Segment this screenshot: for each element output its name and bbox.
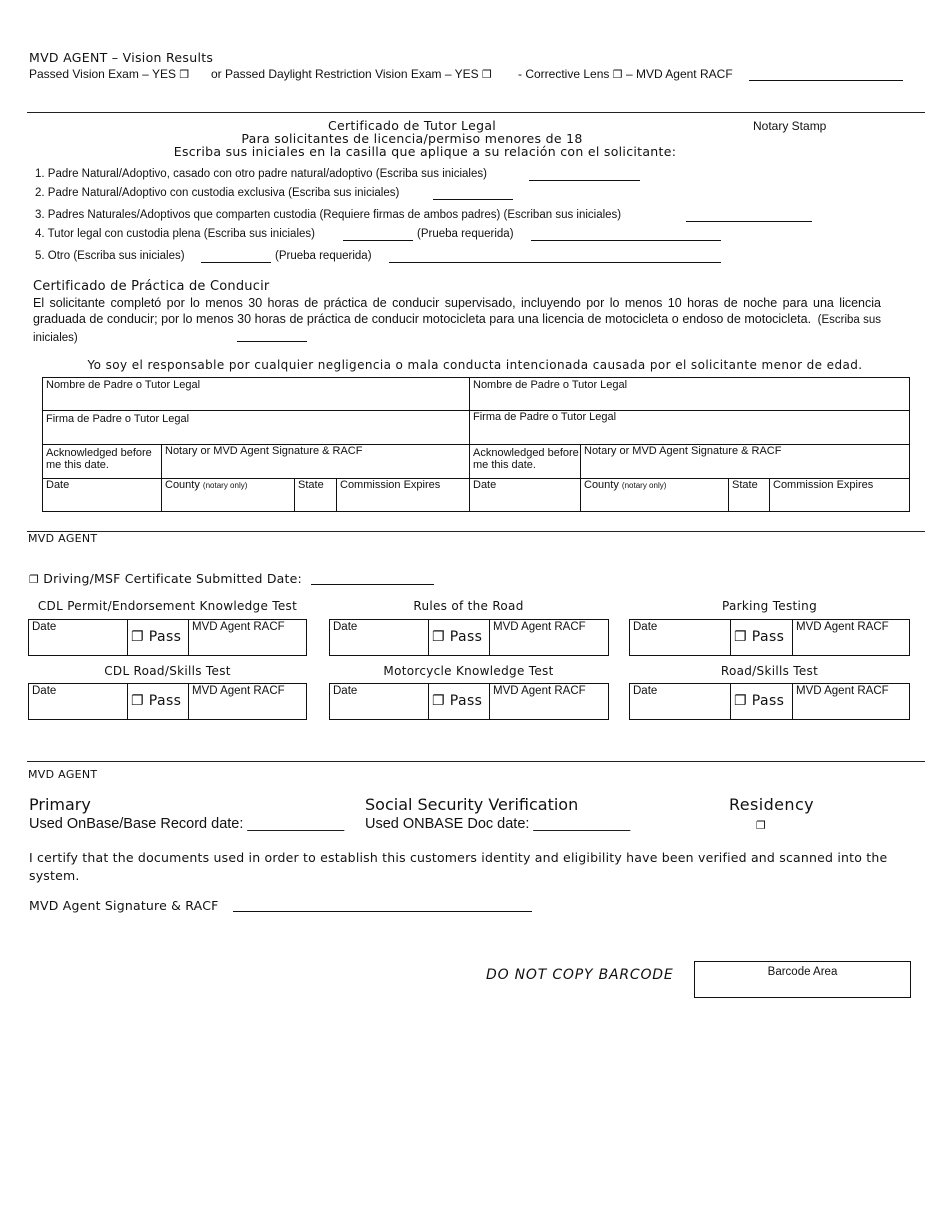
mvd-agent-header-2: MVD AGENT bbox=[28, 768, 98, 781]
vision-corrective-lens: - Corrective Lens ❐ – MVD Agent RACF bbox=[518, 67, 733, 81]
driving-msf-date-line[interactable] bbox=[311, 584, 434, 585]
parent-name-field-2[interactable]: Nombre de Padre o Tutor Legal bbox=[469, 378, 910, 411]
option-4-proof-line[interactable] bbox=[531, 240, 721, 241]
pass-checkbox[interactable]: ❐ Pass bbox=[734, 629, 785, 645]
option-2-initials-line[interactable] bbox=[433, 199, 513, 200]
do-not-copy-barcode: DO NOT COPY BARCODE bbox=[486, 967, 674, 983]
mvd-signature-label: MVD Agent Signature & RACF bbox=[29, 898, 219, 913]
acknowledged-label-2: Acknowledged before me this date. bbox=[469, 444, 581, 479]
vision-daylight: or Passed Daylight Restriction Vision Exam – YES ❐ bbox=[211, 67, 492, 81]
option-4-proof-label: (Prueba requerida) bbox=[417, 228, 514, 240]
divider bbox=[27, 761, 925, 762]
guardian-instructions: Escriba sus iniciales en la casilla que aplique a su relación con el solicitante: bbox=[173, 144, 677, 159]
vision-title: MVD AGENT – Vision Results bbox=[29, 50, 214, 65]
notary-signature-field-2[interactable]: Notary or MVD Agent Signature & RACF bbox=[580, 444, 910, 479]
test-box-motorcycle[interactable]: Date ❐ Pass MVD Agent RACF bbox=[329, 683, 609, 720]
commission-expires-field-2[interactable]: Commission Expires bbox=[769, 478, 910, 512]
vision-passed-exam: Passed Vision Exam – YES ❐ bbox=[29, 67, 190, 81]
notary-date-field[interactable]: Date bbox=[43, 478, 162, 512]
notary-stamp-label: Notary Stamp bbox=[753, 119, 827, 133]
notary-date-field-2[interactable]: Date bbox=[469, 478, 581, 512]
state-field[interactable]: State bbox=[294, 478, 337, 512]
option-1-initials-line[interactable] bbox=[529, 180, 640, 181]
test-title-rules-road: Rules of the Road bbox=[413, 599, 524, 613]
primary-heading: Primary bbox=[29, 795, 91, 814]
state-field-2[interactable]: State bbox=[728, 478, 770, 512]
option-5-proof-line[interactable] bbox=[389, 262, 721, 263]
pass-checkbox[interactable]: ❐ Pass bbox=[131, 629, 182, 645]
driving-msf-checkbox[interactable]: ❐ bbox=[29, 573, 40, 586]
mvd-agent-header: MVD AGENT bbox=[28, 532, 98, 545]
test-title-road-skills: Road/Skills Test bbox=[720, 664, 819, 678]
parent-name-field[interactable]: Nombre de Padre o Tutor Legal bbox=[46, 379, 201, 391]
vision-racf-line[interactable] bbox=[749, 80, 903, 81]
divider bbox=[27, 112, 925, 113]
pass-checkbox[interactable]: ❐ Pass bbox=[432, 629, 483, 645]
pass-checkbox[interactable]: ❐ Pass bbox=[432, 693, 483, 709]
ssv-used-onbase: Used ONBASE Doc date: ____________ bbox=[365, 816, 631, 832]
driving-msf-row: ❐ Driving/MSF Certificate Submitted Date: bbox=[29, 571, 302, 586]
barcode-area bbox=[694, 961, 911, 998]
pass-checkbox[interactable]: ❐ Pass bbox=[131, 693, 182, 709]
test-box-rules-road[interactable]: Date ❐ Pass MVD Agent RACF bbox=[329, 619, 609, 656]
corrective-lens-checkbox[interactable]: ❐ bbox=[612, 68, 623, 81]
test-title-cdl-permit: CDL Permit/Endorsement Knowledge Test bbox=[37, 599, 298, 613]
guardian-option-4: 4. Tutor legal con custodia plena (Escriba sus iniciales) bbox=[35, 228, 315, 240]
notary-signature-field[interactable]: Notary or MVD Agent Signature & RACF bbox=[161, 444, 470, 479]
test-box-road-skills[interactable]: Date ❐ Pass MVD Agent RACF bbox=[629, 683, 910, 720]
test-box-cdl-road[interactable]: Date ❐ Pass MVD Agent RACF bbox=[28, 683, 307, 720]
certify-statement: I certify that the documents used in order to establish this customers identity and eligibility have been verified and scanned into the system. bbox=[29, 850, 888, 883]
guardian-title: Certificado de Tutor Legal bbox=[327, 118, 497, 133]
test-box-cdl-permit[interactable]: Date ❐ Pass MVD Agent RACF bbox=[28, 619, 307, 656]
signature-table bbox=[42, 377, 910, 512]
guardian-subtitle: Para solicitantes de licencia/permiso menores de 18 bbox=[241, 131, 583, 146]
guardian-option-3: 3. Padres Naturales/Adoptivos que comparten custodia (Requiere firmas de ambos padres) (Escriban sus iniciales) bbox=[35, 209, 622, 221]
county-field-2[interactable]: County (notary only) bbox=[580, 478, 729, 512]
commission-expires-field[interactable]: Commission Expires bbox=[336, 478, 470, 512]
option-4-initials-line[interactable] bbox=[343, 240, 413, 241]
practice-title: Certificado de Práctica de Conducir bbox=[33, 279, 270, 294]
option-3-initials-line[interactable] bbox=[686, 221, 812, 222]
county-field[interactable]: County (notary only) bbox=[161, 478, 295, 512]
responsibility-statement: Yo soy el responsable por cualquier negligencia o mala conducta intencionada causada por el solicitante menor de edad. bbox=[87, 358, 863, 372]
guardian-option-1: 1. Padre Natural/Adoptivo, casado con otro padre natural/adoptivo (Escriba sus iniciales) bbox=[35, 168, 487, 180]
primary-used-onbase: Used OnBase/Base Record date: ____________ bbox=[29, 816, 345, 832]
practice-text: El solicitante completó por lo menos 30 horas de práctica de conducir supervisado, incluyendo por lo menos 10 horas de noche para una licencia graduada de conducir; por lo menos 30 horas de práctica de conducir motocicleta para una licencia de motocicleta o endoso de motocicleta. (Escriba sus iniciales) bbox=[33, 296, 881, 344]
test-box-parking[interactable]: Date ❐ Pass MVD Agent RACF bbox=[629, 619, 910, 656]
parent-signature-field[interactable]: Firma de Padre o Tutor Legal bbox=[43, 410, 470, 445]
acknowledged-label: Acknowledged before me this date. bbox=[43, 444, 162, 479]
ssv-heading: Social Security Verification bbox=[365, 795, 579, 814]
test-title-motorcycle: Motorcycle Knowledge Test bbox=[383, 664, 554, 678]
option-5-initials-line[interactable] bbox=[201, 262, 271, 263]
parent-signature-field-2[interactable]: Firma de Padre o Tutor Legal bbox=[469, 410, 910, 445]
test-title-parking: Parking Testing bbox=[722, 599, 817, 613]
residency-checkbox[interactable]: ❐ bbox=[756, 819, 766, 832]
test-title-cdl-road: CDL Road/Skills Test bbox=[104, 664, 231, 678]
divider bbox=[27, 531, 925, 532]
pass-checkbox[interactable]: ❐ Pass bbox=[734, 693, 785, 709]
option-5-proof-label: (Prueba requerida) bbox=[275, 250, 372, 262]
practice-initials-line[interactable] bbox=[237, 341, 307, 342]
barcode-area-label: Barcode Area bbox=[767, 966, 838, 978]
mvd-signature-line[interactable] bbox=[233, 911, 532, 912]
vision-yes-checkbox[interactable]: ❐ bbox=[179, 68, 190, 81]
daylight-yes-checkbox[interactable]: ❐ bbox=[482, 68, 492, 81]
guardian-option-5: 5. Otro (Escriba sus iniciales) bbox=[35, 250, 185, 262]
residency-heading: Residency bbox=[729, 795, 815, 814]
guardian-option-2: 2. Padre Natural/Adoptivo con custodia exclusiva (Escriba sus iniciales) bbox=[35, 187, 400, 199]
